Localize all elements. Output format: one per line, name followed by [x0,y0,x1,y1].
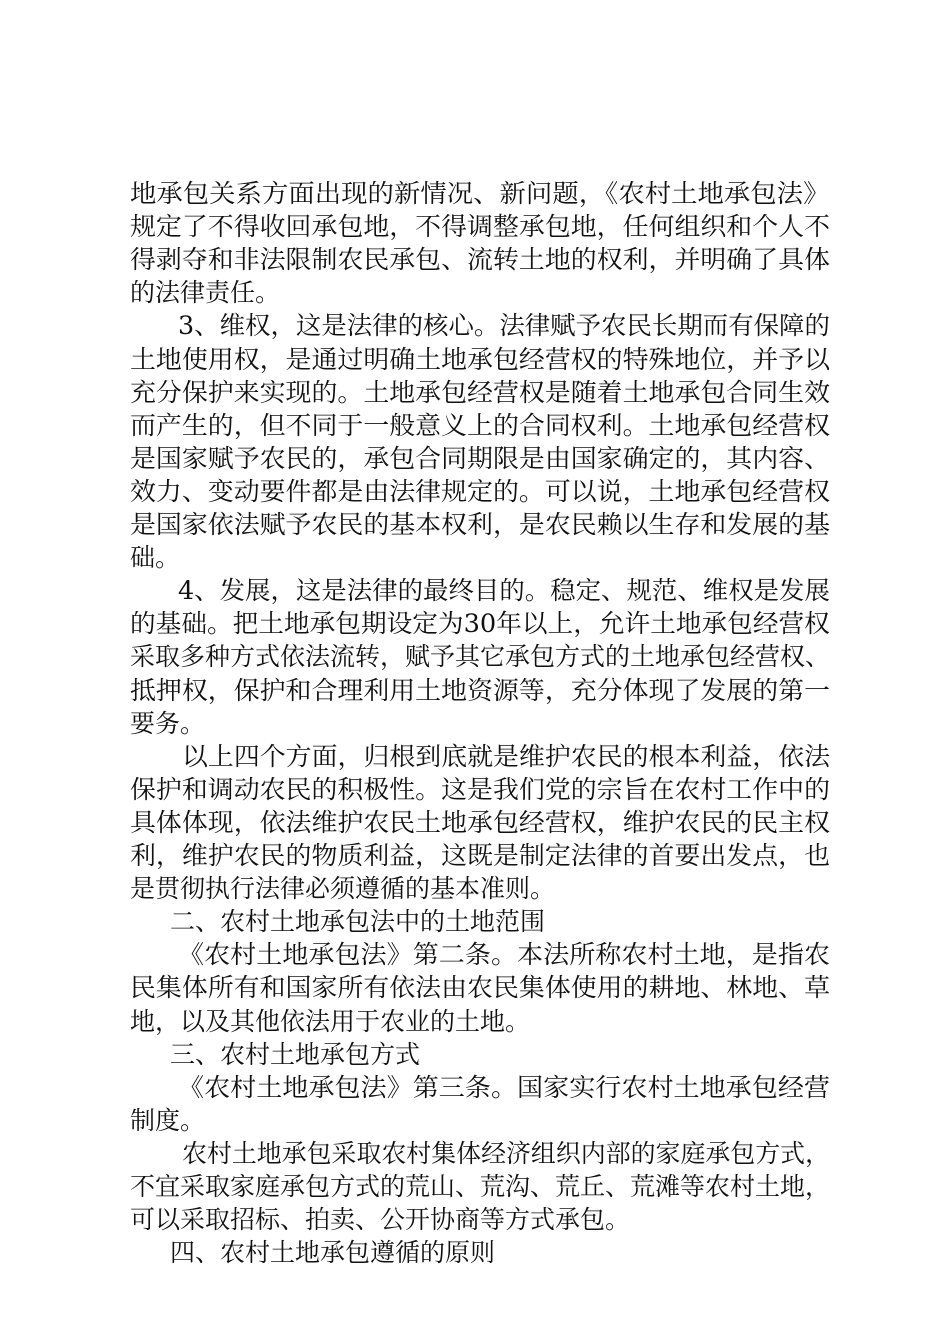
text-line: 要务。 [130,708,206,738]
text-line: 利，维护农民的物质利益，这既是制定法律的首要出发点，也 [130,841,831,870]
text-line: 的基础。把土地承包期设定为30年以上，允许土地承包经营权 [130,609,830,639]
text-line: 可以采取招标、拍卖、公开协商等方式承包。 [130,1205,631,1235]
text-line: 具体体现，依法维护农民土地承包经营权，维护农民的民主权 [130,807,831,837]
text-line: 地承包关系方面出现的新情况、新问题，《农村土地承包法》 [130,179,830,208]
text-line: 地，以及其他依法用于农业的土地。 [130,1006,531,1036]
text-line: 农村土地承包采取农村集体经济组织内部的家庭承包方式， [182,1138,831,1168]
text-line: 的法律责任。 [130,278,281,308]
text-line: 3、维权，这是法律的核心。法律赋予农民长期而有保障的 [178,311,830,341]
text-line: 而产生的，但不同于一般意义上的合同权利。土地承包经营权 [130,410,831,440]
section-heading: 三、农村土地承包方式 [170,1039,421,1069]
text-line: 保护和调动农民的积极性。这是我们党的宗旨在农村工作中的 [130,774,831,804]
section-heading: 二、农村土地承包法中的土地范围 [170,907,546,937]
text-line: 是国家赋予农民的，承包合同期限是由国家确定的，其内容、 [130,443,831,473]
text-line: 是国家依法赋予农民的基本权利，是农民赖以生存和发展的基 [130,510,831,539]
text-line: 《农村土地承包法》第三条。国家实行农村土地承包经营 [178,1072,831,1102]
text-line: 是贯彻执行法律必须遵循的基本准则。 [130,874,556,904]
text-line: 抵押权，保护和合理利用土地资源等，充分体现了发展的第一 [130,675,831,705]
text-line: 础。 [130,543,181,573]
text-line: 得剥夺和非法限制农民承包、流转土地的权利，并明确了具体 [130,245,831,275]
text-line: 规定了不得收回承包地，不得调整承包地，任何组织和个人不 [130,212,831,242]
text-line: 民集体所有和国家所有依法由农民集体使用的耕地、林地、草 [130,973,831,1003]
text-line: 效力、变动要件都是由法律规定的。可以说，土地承包经营权 [130,476,831,506]
text-line: 制度。 [130,1105,206,1135]
text-line: 不宜采取家庭承包方式的荒山、荒沟、荒丘、荒滩等农村土地， [130,1172,831,1201]
text-line: 充分保护来实现的。土地承包经营权是随着土地承包合同生效 [130,377,831,407]
text-line: 以上四个方面，归根到底就是维护农民的根本利益，依法 [182,741,831,771]
text-line: 4、发展，这是法律的最终目的。稳定、规范、维权是发展 [178,576,830,606]
text-line: 《农村土地承包法》第二条。本法所称农村土地，是指农 [178,940,831,970]
section-heading: 四、农村土地承包遵循的原则 [170,1238,496,1268]
text-line: 土地使用权，是通过明确土地承包经营权的特殊地位，并予以 [130,344,831,374]
text-line: 采取多种方式依法流转，赋予其它承包方式的土地承包经营权、 [130,642,831,672]
